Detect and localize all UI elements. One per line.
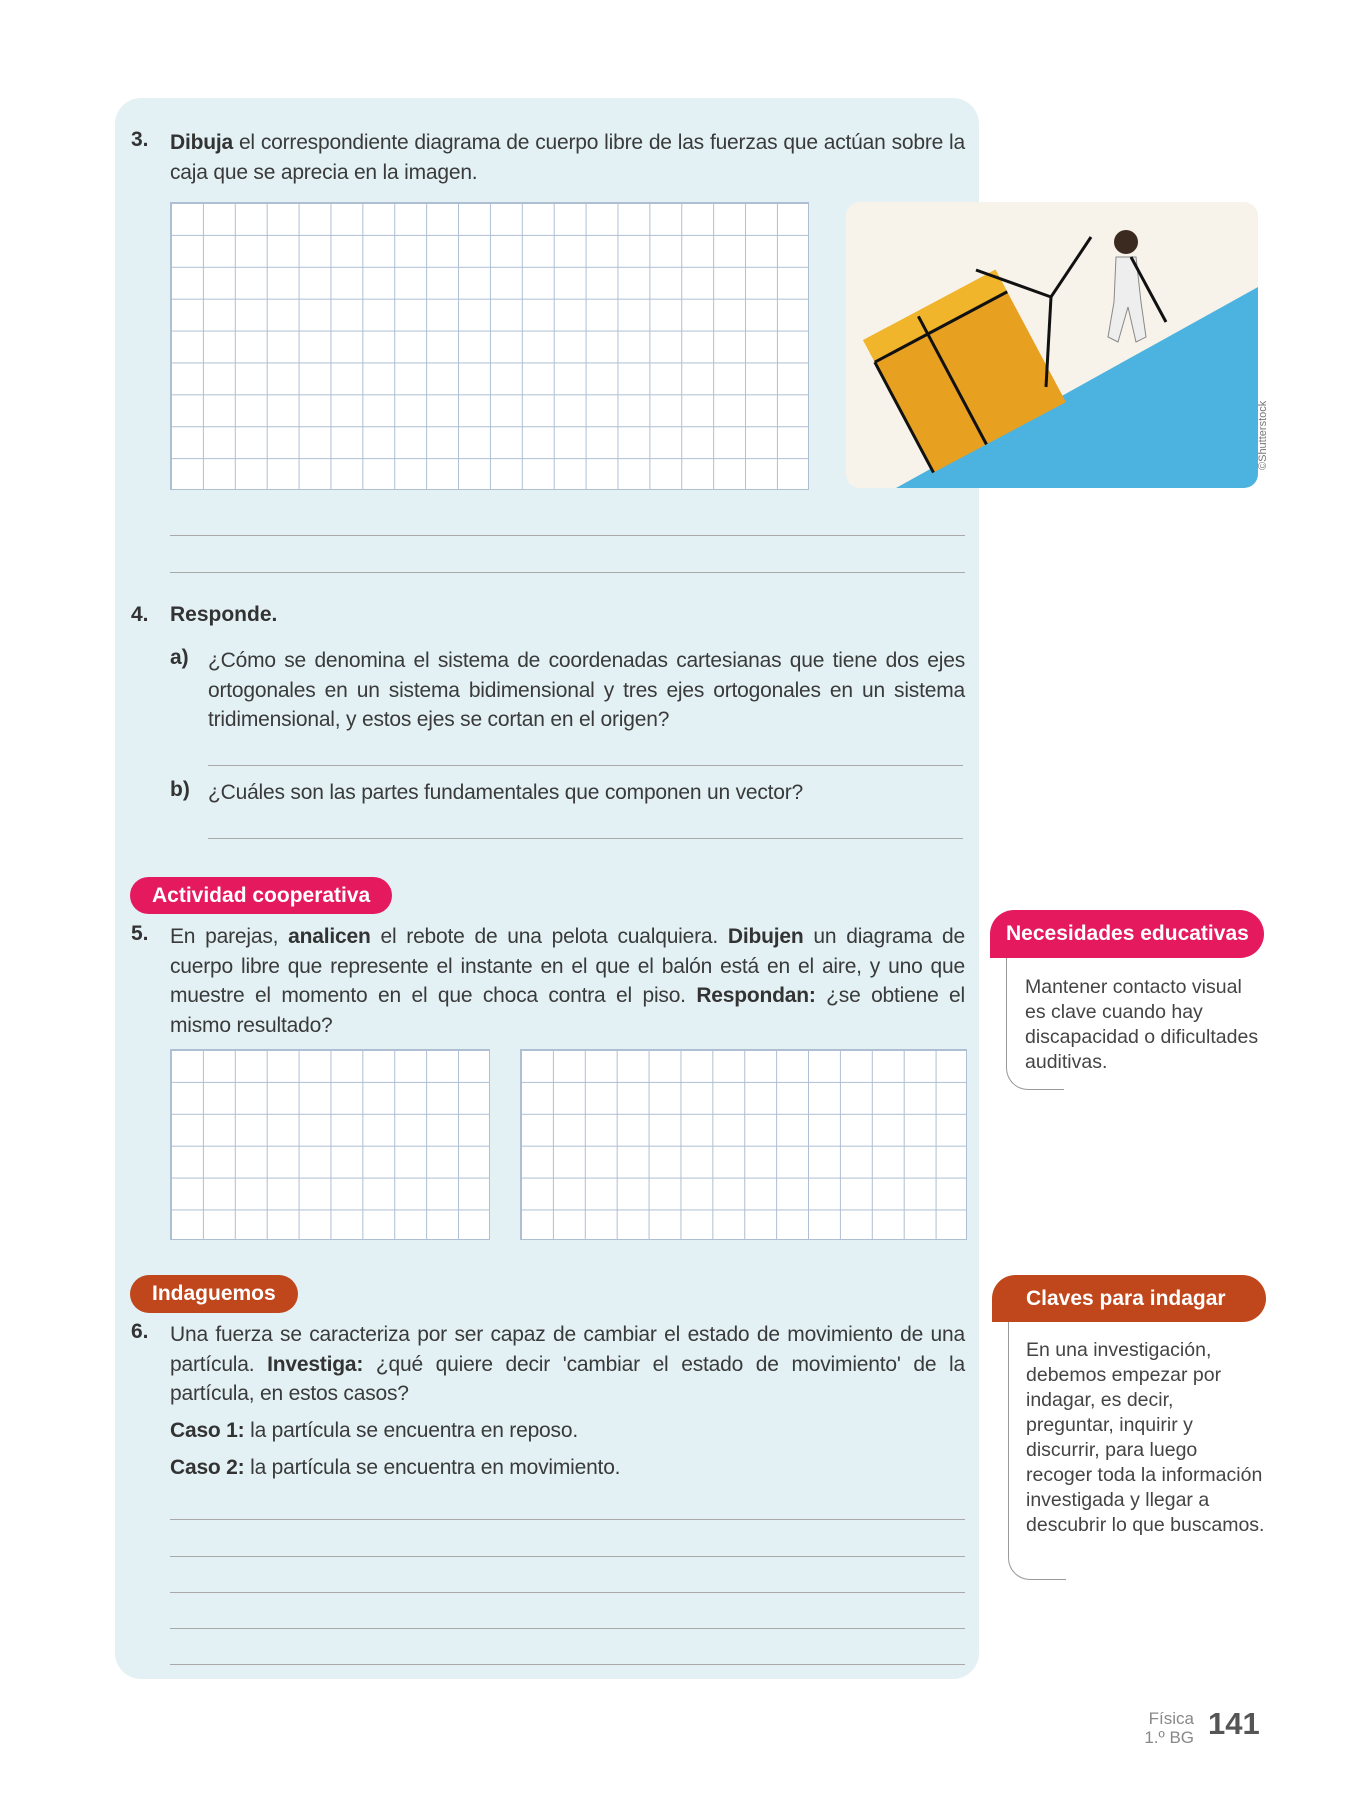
question-4-number: 4. xyxy=(131,603,149,626)
badge-indaguemos: Indaguemos xyxy=(130,1275,298,1313)
sidebar-necesidades-text: Mantener contacto visual es clave cuando hay discapacidad o dificultades auditivas. xyxy=(1025,976,1259,1073)
q4a-text: ¿Cómo se denomina el sistema de coordenadas cartesianas que tiene dos ejes ortogonales en un sistema bidimensional y tres ejes ortogonales en un sistema tridimensional, y estos ejes se cortan en el origen? xyxy=(208,649,965,731)
question-6-number: 6. xyxy=(131,1320,149,1343)
answer-line[interactable] xyxy=(208,838,963,839)
q4b-text: ¿Cuáles son las partes fundamentales que componen un vector? xyxy=(208,781,804,804)
caso-2: Caso 2: la partícula se encuentra en movimiento. xyxy=(170,1456,621,1479)
answer-line[interactable] xyxy=(170,572,965,573)
sidebar-claves-title: Claves para indagar xyxy=(992,1275,1266,1322)
badge-actividad-cooperativa: Actividad cooperativa xyxy=(130,877,392,914)
drawing-grid-ball-air[interactable] xyxy=(170,1049,490,1240)
box-pushing-illustration xyxy=(846,202,1258,488)
question-6-text: Una fuerza se caracteriza por ser capaz de cambiar el estado de movimiento de una partícula. Investiga: ¿qué quiere decir 'cambiar el estado de movimiento' de la partícula, en estos casos? xyxy=(170,1323,966,1405)
question-3-number: 3. xyxy=(131,128,149,151)
photo-credit: ©Shutterstock xyxy=(1257,400,1269,470)
sidebar-claves-text: En una investigación, debemos empezar por indagar, es decir, preguntar, inquirir y discurrir, para luego recoger toda la información investigada y llegar a descubrir lo que buscamos. xyxy=(1026,1339,1265,1536)
question-3-text xyxy=(170,128,965,187)
page-number: 141 xyxy=(1208,1706,1260,1741)
answer-line[interactable] xyxy=(170,1592,965,1593)
drawing-grid-ball-floor[interactable] xyxy=(520,1049,967,1240)
answer-line[interactable] xyxy=(170,1628,965,1629)
answer-line[interactable] xyxy=(170,1519,965,1520)
answer-line[interactable] xyxy=(170,535,965,536)
sidebar-necesidades-title: Necesidades educativas xyxy=(990,910,1264,958)
caso-1: Caso 1: la partícula se encuentra en reposo. xyxy=(170,1419,578,1442)
footer-subject: Física 1.º BG xyxy=(1144,1709,1194,1747)
q4b-label: b) xyxy=(170,778,190,801)
q3-body: el correspondiente diagrama de cuerpo libre de las fuerzas que actúan sobre la caja que se aprecia en la imagen. xyxy=(170,131,965,184)
question-5-text: En parejas, analicen el rebote de una pelota cualquiera. Dibujen un diagrama de cuerpo libre que represente el instante en el que el balón está en el aire, y uno que muestre el momento en el que choca contra el piso. Respondan: ¿se obtiene el mismo resultado? xyxy=(170,925,965,1037)
answer-line[interactable] xyxy=(170,1556,965,1557)
q3-verb: Dibuja xyxy=(170,131,233,154)
question-5-number: 5. xyxy=(131,922,149,945)
question-4-title: Responde. xyxy=(170,603,278,626)
q4a-label: a) xyxy=(170,646,189,669)
answer-line[interactable] xyxy=(170,1664,965,1665)
drawing-grid-q3[interactable] xyxy=(170,202,809,490)
answer-line[interactable] xyxy=(208,765,963,766)
